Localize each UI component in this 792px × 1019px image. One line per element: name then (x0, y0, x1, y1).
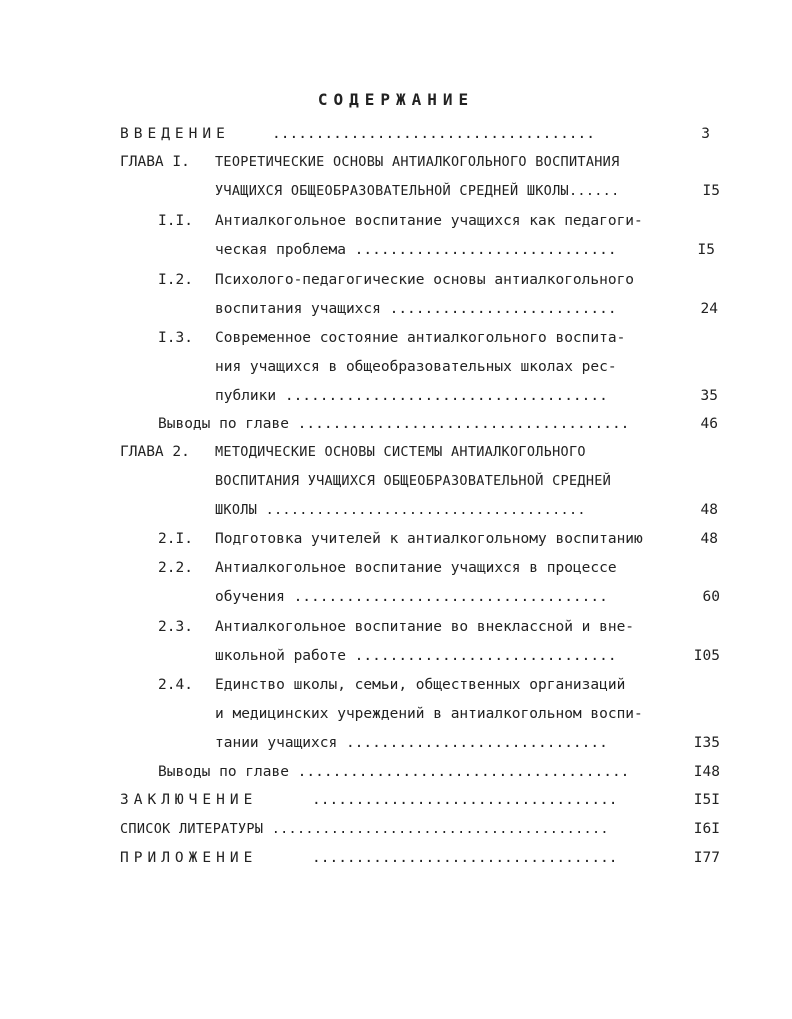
toc-s13-num: I.3. (158, 330, 193, 346)
page-title: СОДЕРЖАНИЕ (317, 90, 475, 109)
toc-biblio-label: СПИСОК ЛИТЕРАТУРЫ ........................................ (120, 821, 609, 837)
toc-s11-page: I5 (697, 242, 715, 258)
toc-s24-page: I35 (693, 735, 720, 751)
toc-biblio-page: I6I (693, 821, 720, 837)
toc-conclusion-page: I5I (693, 792, 720, 808)
toc-appendix-dots: ................................... (312, 850, 618, 866)
toc-s22-page: 60 (702, 589, 720, 605)
toc-ch2-label: ГЛАВА 2. (120, 444, 190, 460)
toc-s13-line1: Современное состояние антиалкогольного воспита- (215, 330, 626, 346)
toc-ch2-title-2: ВОСПИТАНИЯ УЧАЩИХСЯ ОБЩЕОБРАЗОВАТЕЛЬНОЙ СРЕДНЕЙ (215, 473, 612, 489)
toc-intro-page: 3 (701, 126, 710, 142)
toc-s12-page: 24 (700, 301, 718, 317)
toc-s22-line2: обучения .................................... (215, 589, 608, 605)
toc-s11-line2: ческая проблема .............................. (215, 242, 617, 258)
toc-conclusion-label: ЗАКЛЮЧЕНИЕ (120, 792, 258, 808)
toc-s13-line3: публики ..................................... (215, 388, 608, 404)
toc-s11-num: I.I. (158, 213, 193, 229)
toc-s21-page: 48 (700, 531, 718, 547)
toc-s24-line3: тании учащихся .............................. (215, 735, 608, 751)
toc-s23-line2: школьной работе .............................. (215, 648, 617, 664)
toc-s12-line1: Психолого-педагогические основы антиалкогольного (215, 272, 635, 288)
toc-intro-dots: ..................................... (272, 126, 596, 142)
toc-ch1-label: ГЛАВА I. (120, 154, 190, 170)
toc-s24-line1: Единство школы, семьи, общественных организаций (215, 677, 626, 693)
toc-s12-line2: воспитания учащихся .......................... (215, 301, 617, 317)
toc-appendix-page: I77 (693, 850, 720, 866)
toc-s22-num: 2.2. (158, 560, 193, 576)
toc-ch2-page: 48 (700, 502, 718, 518)
toc-concl2-label: Выводы по главе ...................................... (158, 764, 630, 780)
toc-ch1-title-2: УЧАЩИХСЯ ОБЩЕОБРАЗОВАТЕЛЬНОЙ СРЕДНЕЙ ШКОЛЫ...... (215, 183, 620, 199)
toc-s21-line1: Подготовка учителей к антиалкогольному воспитанию (215, 531, 643, 547)
toc-s12-num: I.2. (158, 272, 193, 288)
toc-s22-line1: Антиалкогольное воспитание учащихся в процессе (215, 560, 617, 576)
toc-s23-page: I05 (693, 648, 720, 664)
toc-ch2-title-3: ШКОЛЫ ...................................... (215, 502, 586, 518)
toc-s11-line1: Антиалкогольное воспитание учащихся как педагоги- (215, 213, 643, 229)
toc-conclusion-dots: ................................... (312, 792, 618, 808)
toc-concl2-page: I48 (693, 764, 720, 780)
toc-ch1-title-1: ТЕОРЕТИЧЕСКИЕ ОСНОВЫ АНТИАЛКОГОЛЬНОГО ВОСПИТАНИЯ (215, 154, 620, 170)
toc-concl1-label: Выводы по главе ...................................... (158, 416, 630, 432)
toc-intro-label: ВВЕДЕНИЕ (120, 126, 230, 142)
toc-ch2-title-1: МЕТОДИЧЕСКИЕ ОСНОВЫ СИСТЕМЫ АНТИАЛКОГОЛЬНОГО (215, 444, 586, 460)
toc-s24-num: 2.4. (158, 677, 193, 693)
toc-s13-line2: ния учащихся в общеобразовательных школах рес- (215, 359, 617, 375)
toc-s24-line2: и медицинских учреждений в антиалкогольном воспи- (215, 706, 643, 722)
toc-s23-line1: Антиалкогольное воспитание во внеклассной и вне- (215, 619, 635, 635)
toc-s13-page: 35 (700, 388, 718, 404)
toc-concl1-page: 46 (700, 416, 718, 432)
toc-s21-num: 2.I. (158, 531, 193, 547)
toc-ch1-page: I5 (702, 183, 720, 199)
toc-s23-num: 2.3. (158, 619, 193, 635)
toc-appendix-label: ПРИЛОЖЕНИЕ (120, 850, 258, 866)
